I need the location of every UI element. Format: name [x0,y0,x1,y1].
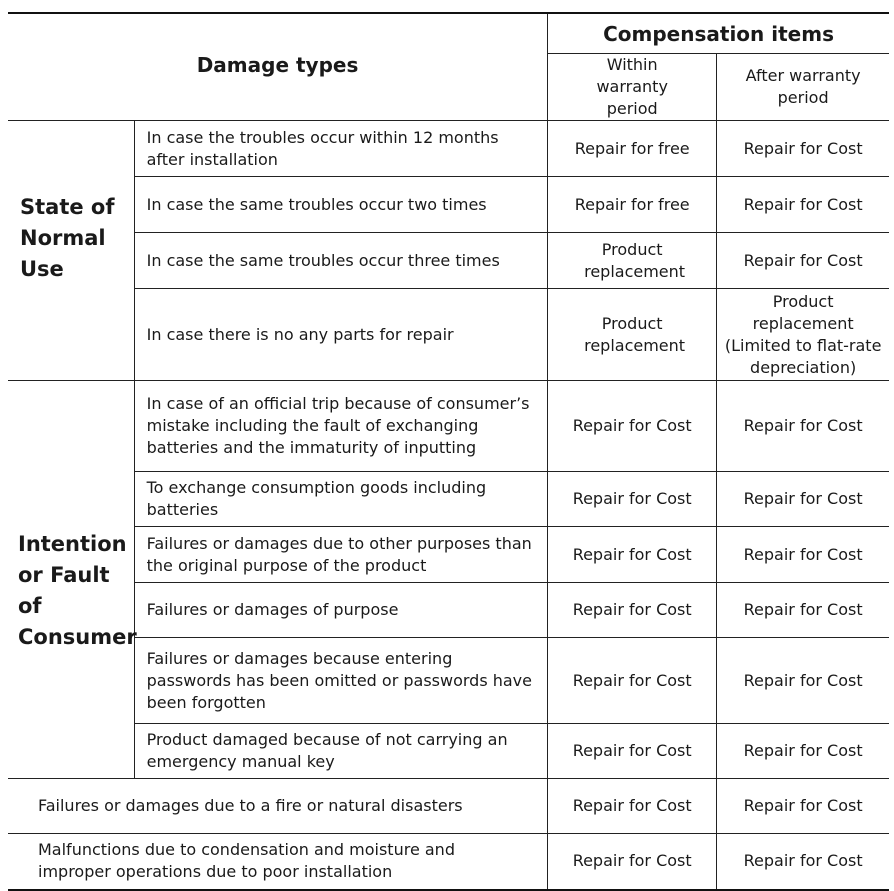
damage-description: In case the same troubles occur two times [134,177,547,233]
warranty-compensation-table [8,12,889,891]
damage-description: To exchange consumption goods including batteries [134,472,547,527]
within-warranty-value: Repair for Cost [548,583,717,638]
within-warranty-value: Repair for free [548,177,717,233]
after-warranty-value: Repair for Cost [717,724,889,779]
damage-description: Failures or damages due to a fire or natural disasters [8,779,548,834]
category-normal-use: State of Normal Use [8,121,134,381]
table-row [8,177,889,233]
within-warranty-value: Repair for Cost [548,724,717,779]
compensation-items-header: Compensation items [548,13,889,54]
table-row [8,834,889,890]
after-warranty-value: Repair for Cost [717,472,889,527]
table-row [8,121,889,177]
after-warranty-value: Repair for Cost [717,177,889,233]
table-row [8,638,889,724]
damage-description: Failures or damages due to other purposes than the original purpose of the product [134,527,547,583]
warranty-page [8,12,889,882]
damage-types-header: Damage types [8,13,548,121]
within-warranty-value: Repair for Cost [548,472,717,527]
within-warranty-value: Product replacement [548,289,717,381]
category-intention-fault: Intention or Fault of Consumer [8,381,134,779]
table-row [8,724,889,779]
after-warranty-value: Repair for Cost [717,381,889,472]
table-row [8,779,889,834]
after-warranty-value: Repair for Cost [717,527,889,583]
damage-description: In case the troubles occur within 12 months after installation [134,121,547,177]
within-warranty-value: Product replacement [548,233,717,289]
table-row [8,381,889,472]
after-warranty-header: After warranty period [717,54,889,121]
table-row [8,289,889,381]
after-warranty-value: Repair for Cost [717,583,889,638]
table-row [8,472,889,527]
header-row-top [8,13,889,54]
after-warranty-value: Repair for Cost [717,779,889,834]
after-warranty-value: Repair for Cost [717,233,889,289]
after-warranty-value: Repair for Cost [717,638,889,724]
damage-description: In case of an official trip because of consumer’s mistake including the fault of exchanging batteries and the immaturity of inputting [134,381,547,472]
damage-description: In case the same troubles occur three times [134,233,547,289]
table-row [8,233,889,289]
damage-description: Failures or damages of purpose [134,583,547,638]
within-warranty-value: Repair for Cost [548,779,717,834]
within-warranty-value: Repair for Cost [548,381,717,472]
after-warranty-value: Repair for Cost [717,121,889,177]
within-warranty-value: Repair for free [548,121,717,177]
within-warranty-value: Repair for Cost [548,527,717,583]
damage-description: Malfunctions due to condensation and moisture and improper operations due to poor installation [8,834,548,890]
damage-description: Product damaged because of not carrying an emergency manual key [134,724,547,779]
within-warranty-header: Within warranty period [548,54,717,121]
table-row [8,527,889,583]
within-warranty-value: Repair for Cost [548,834,717,890]
within-warranty-value: Repair for Cost [548,638,717,724]
damage-description: Failures or damages because entering passwords has been omitted or passwords have been forgotten [134,638,547,724]
table-row [8,583,889,638]
damage-description: In case there is no any parts for repair [134,289,547,381]
after-warranty-value: Product replacement (Limited to flat-rate depreciation) [717,289,889,381]
after-warranty-value: Repair for Cost [717,834,889,890]
